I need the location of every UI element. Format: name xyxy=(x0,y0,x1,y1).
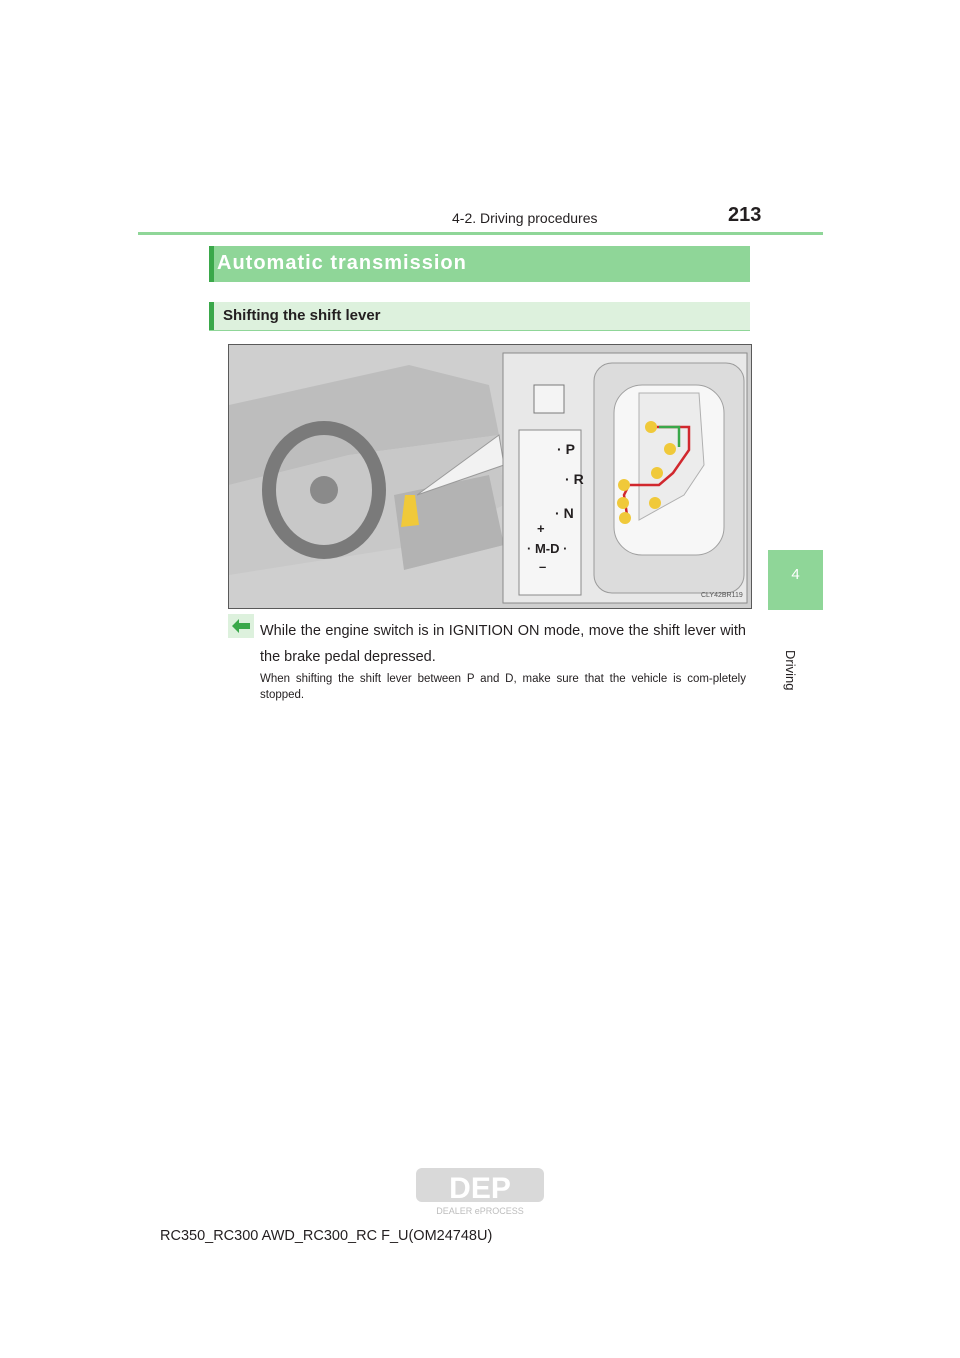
gate-label-r: · R xyxy=(565,471,584,487)
arrow-left-icon xyxy=(228,614,254,638)
figure-code: CLY42BR119 xyxy=(701,592,743,599)
shift-lever-illustration xyxy=(228,344,752,609)
section-title: 4-2. Driving procedures xyxy=(452,210,598,226)
note-text: When shifting the shift lever between P and D, make sure that the vehicle is com-pletely stopped. xyxy=(260,673,746,701)
instruction-text: While the engine switch is in IGNITION ON mode, move the shift lever with the brake pedal depressed. xyxy=(260,623,746,665)
subsection-title: Shifting the shift lever xyxy=(223,307,381,324)
subsection-bar xyxy=(209,302,750,331)
gate-label-md: · M-D · xyxy=(527,541,568,556)
gate-label-plus: + xyxy=(537,521,545,536)
svg-text:DEALER ePROCESS: DEALER ePROCESS xyxy=(436,1206,524,1216)
dep-logo-svg xyxy=(416,1162,546,1220)
footer-model: RC350_RC300 AWD_RC300_RC F_U(OM24748U) xyxy=(160,1228,493,1244)
dep-logo xyxy=(416,1162,546,1220)
page-number: 213 xyxy=(728,204,762,226)
chapter-label: Driving xyxy=(783,650,798,691)
page-title-bar xyxy=(209,246,750,282)
svg-text:DEP: DEP xyxy=(449,1172,511,1205)
illustration-svg xyxy=(229,345,751,608)
gate-label-minus: – xyxy=(539,559,547,574)
gate-label-n: · N xyxy=(555,505,574,521)
arrow-left-icon-svg xyxy=(228,614,254,638)
chapter-number: 4 xyxy=(791,566,800,583)
header-rule xyxy=(138,232,823,235)
page-title: Automatic transmission xyxy=(217,252,467,274)
gate-label-p: · P xyxy=(557,441,575,457)
